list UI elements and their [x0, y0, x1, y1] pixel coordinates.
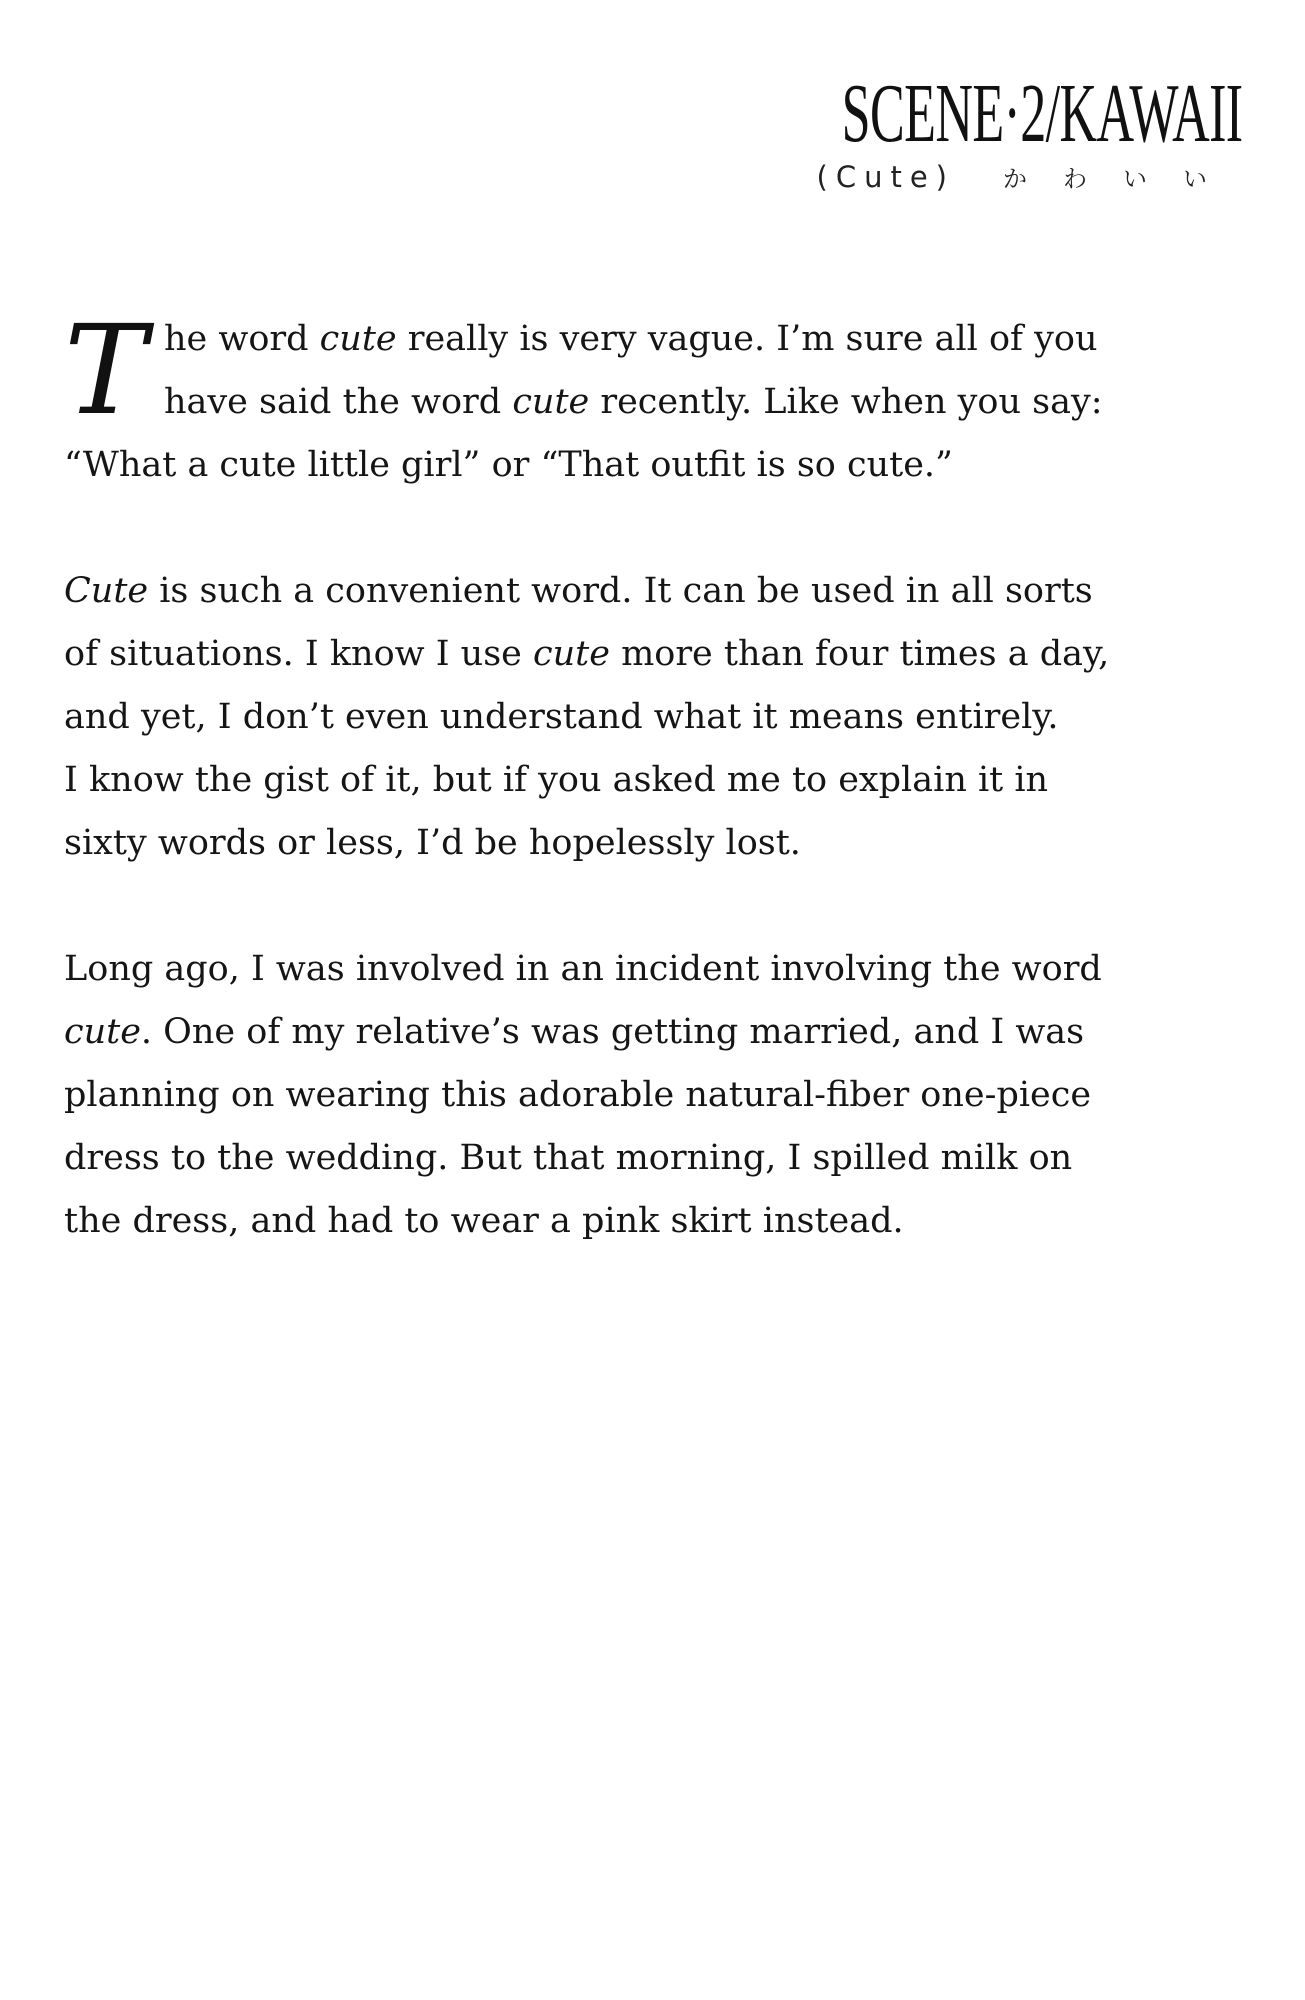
paragraph-2	[64, 560, 1244, 875]
text-run: recently. Like when you say:	[589, 382, 1103, 422]
emphasis-run: Cute	[64, 571, 149, 611]
paragraph-line: planning on wearing this adorable natural-fiber one-piece	[64, 1075, 1092, 1115]
paragraph-line	[64, 371, 1244, 434]
paragraph-1	[64, 299, 1244, 497]
paragraph-line	[64, 1001, 1244, 1064]
paragraph-line: sixty words or less, I’d be hopelessly lost.	[64, 823, 801, 863]
emphasis-run: cute	[64, 1012, 141, 1052]
paragraph-line: I know the gist of it, but if you asked me to explain it in	[64, 760, 1049, 800]
scene-header	[596, 67, 1243, 196]
emphasis-run: cute	[512, 382, 590, 422]
paragraph-line	[64, 623, 1244, 686]
text-run: of situations. I know I use	[64, 634, 534, 674]
scene-subtitle-english: (Cute)	[816, 160, 955, 194]
scene-subtitle-japanese: かわいい	[1003, 165, 1243, 193]
scene-title: SCENE·2/KAWAII	[842, 67, 1243, 160]
paragraph-line: the dress, and had to wear a pink skirt instead.	[64, 1201, 904, 1241]
paragraph-line: Long ago, I was involved in an incident involving the word	[64, 949, 1102, 989]
text-run: is such a convenient word. It can be used in all sorts	[148, 571, 1093, 611]
emphasis-run: cute	[533, 634, 610, 674]
text-run: he word	[164, 319, 320, 359]
paragraph-line	[64, 308, 1244, 371]
text-run: . One of my relative’s was getting married, and I was	[140, 1012, 1085, 1052]
scene-subtitle	[596, 160, 1243, 196]
paragraph-line: “What a cute little girl” or “That outfit is so cute.”	[64, 445, 953, 485]
text-run: have said the word	[164, 382, 513, 422]
paragraph-3	[64, 938, 1244, 1253]
text-run: more than four times a day,	[609, 634, 1110, 674]
paragraph-line: and yet, I don’t even understand what it means entirely.	[64, 697, 1059, 737]
drop-cap: T	[64, 299, 147, 443]
text-run: really is very vague. I’m sure all of you	[396, 319, 1098, 359]
emphasis-run: cute	[319, 319, 397, 359]
paragraph-line: dress to the wedding. But that morning, I spilled milk on	[64, 1138, 1073, 1178]
body-text	[64, 299, 1244, 1316]
paragraph-line	[64, 560, 1244, 623]
